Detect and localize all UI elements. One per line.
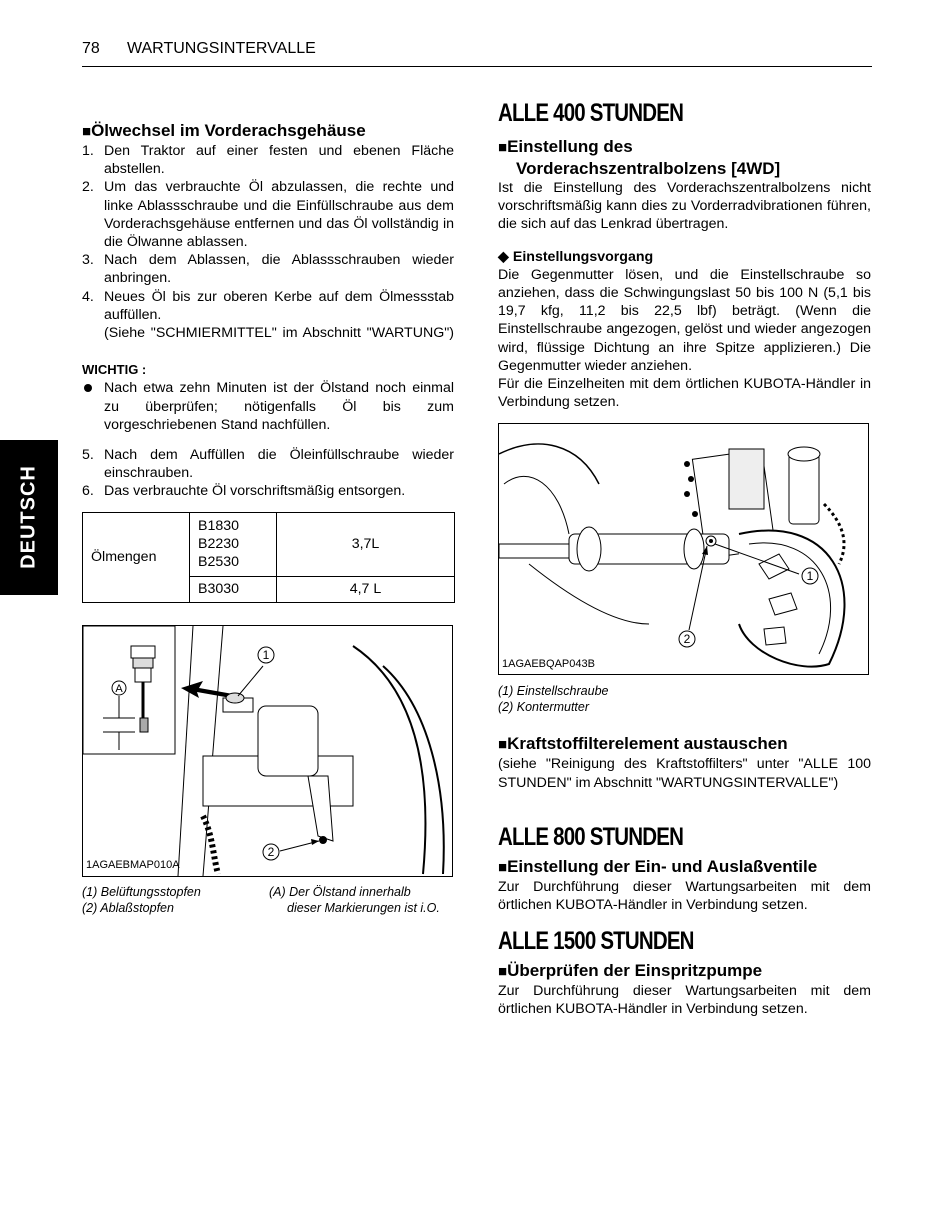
important-label: WICHTIG : bbox=[82, 362, 147, 378]
page-number: 78 bbox=[82, 40, 100, 57]
important-note: Nach etwa zehn Minuten ist der Ölstand noch einmal zu überprüfen; nötigenfalls Öl bis zum vorgeschriebenen Stand nachfüllen. bbox=[82, 379, 454, 434]
procedure-text: Die Gegenmutter lösen, und die Einstellschraube so anziehen, dass die Schwingungslast 50 bis 100 N (5,1 bis 19,7 kfg, 11,2 bis 22,5 lbf) beträgt. (Wenn die Einstellschraube angezogen, gelöst und wieder angezogen wird, flüssige Dichtung an ihre Spitze applizieren.) Die Gegenmutter wieder anziehen. bbox=[498, 266, 871, 374]
bullet-dot-icon bbox=[84, 384, 92, 392]
fuel-filter-text: (siehe "Reinigung des Kraftstoffilters" unter "ALLE 100 STUNDEN" im Abschnitt "WARTUNGSINTERVALLE") bbox=[498, 756, 871, 791]
table-cell-models: B1830 B2230 B2530 bbox=[190, 512, 277, 576]
table-row-label: Ölmengen bbox=[83, 512, 190, 602]
page-header bbox=[82, 38, 872, 67]
callout-2: 2 bbox=[683, 632, 691, 647]
figure-captions: (1) Einstellschraube (2) Kontermutter bbox=[498, 684, 609, 715]
list-item: 3. Nach dem Ablassen, die Ablassschrauben wieder anbringen. bbox=[82, 252, 454, 287]
front-axle-illustration bbox=[83, 626, 452, 876]
valves-text: Zur Durchführung dieser Wartungsarbeiten mit dem örtlichen KUBOTA-Händler in Verbindung setzen. bbox=[498, 878, 871, 914]
heading-400-hours: ALLE 400 STUNDEN bbox=[498, 99, 684, 127]
list-item: 4. Neues Öl bis zur oberen Kerbe auf dem Ölmessstab auffüllen. (Siehe "SCHMIERMITTEL" im Abschnitt "WARTUNG") bbox=[82, 288, 454, 342]
diamond-bullet-icon: ◆ bbox=[498, 248, 509, 265]
callout-1: 1 bbox=[262, 647, 270, 662]
square-bullet-icon: ■ bbox=[82, 123, 92, 140]
section-heading-injection-pump: ■Überprüfen der Einspritzpumpe bbox=[498, 961, 763, 981]
section-heading-center-pin: ■Einstellung des Vorderachszentralbolzens [4WD] bbox=[498, 137, 781, 178]
center-pin-intro: Ist die Einstellung des Vorderachszentralbolzens nicht vorschriftsmäßig kann dies zu Vorderradvibrationen führen, die sich auf das Lenkrad übertragen. bbox=[498, 180, 871, 233]
left-column bbox=[82, 120, 454, 918]
dealer-text: Für die Einzelheiten mit dem örtlichen KUBOTA-Händler in Verbindung setzen. bbox=[498, 376, 871, 411]
list-item: 6. Das verbrauchte Öl vorschriftsmäßig entsorgen. bbox=[82, 483, 406, 500]
callout-A: A bbox=[115, 682, 123, 695]
table-cell-value: 4,7 L bbox=[277, 576, 455, 602]
oil-change-steps bbox=[82, 142, 454, 342]
oil-change-steps-2 bbox=[82, 446, 454, 501]
injection-pump-text: Zur Durchführung dieser Wartungsarbeiten mit dem örtlichen KUBOTA-Händler in Verbindung setzen. bbox=[498, 983, 871, 1018]
square-bullet-icon: ■ bbox=[498, 736, 508, 754]
section-heading-fuel-filter: ■Kraftstoffilterelement austauschen bbox=[498, 734, 788, 754]
callout-2: 2 bbox=[267, 844, 275, 859]
figure-code: 1AGAEBQAP043B bbox=[502, 655, 595, 673]
table-cell-value: 3,7L bbox=[277, 512, 455, 576]
figure-center-pin bbox=[498, 423, 869, 675]
list-item: 5. Nach dem Auffüllen die Öleinfüllschraube wieder einschrauben. bbox=[82, 447, 454, 482]
list-item: 1. Den Traktor auf einer festen und ebenen Fläche abstellen. bbox=[82, 143, 454, 178]
procedure-heading: ◆ Einstellungsvorgang bbox=[498, 248, 654, 265]
section-heading-oil-change: ■Ölwechsel im Vorderachsgehäuse bbox=[82, 121, 366, 140]
oil-quantity-table bbox=[82, 512, 455, 603]
heading-800-hours: ALLE 800 STUNDEN bbox=[498, 822, 684, 851]
figure-captions: (1) Belüftungsstopfen (2) Ablaßstopfen (A) Der Ölstand innerhalb dieser Markierungen ist i.O. bbox=[82, 884, 440, 915]
square-bullet-icon: ■ bbox=[498, 139, 508, 156]
list-item: 2. Um das verbrauchte Öl abzulassen, die rechte und linke Ablassschraube und die Einfüllschraube aus dem Vorderachsgehäuse entfernen und das Öl vollständig in die Ölwanne ablassen. bbox=[82, 179, 454, 251]
figure-code: 1AGAEBMAP010A bbox=[86, 859, 180, 872]
right-column bbox=[498, 98, 871, 1019]
heading-1500-hours: ALLE 1500 STUNDEN bbox=[498, 927, 694, 956]
figure-front-axle-oil bbox=[82, 625, 453, 877]
language-tab-label: DEUTSCH bbox=[17, 465, 40, 569]
language-tab bbox=[0, 440, 58, 595]
section-heading-valves: ■Einstellung der Ein- und Auslaßventile bbox=[498, 856, 818, 876]
table-cell-model: B3030 bbox=[190, 576, 277, 602]
square-bullet-icon: ■ bbox=[498, 858, 508, 876]
page-section-title: WARTUNGSINTERVALLE bbox=[127, 40, 316, 57]
callout-1: 1 bbox=[806, 569, 814, 584]
center-pin-illustration bbox=[499, 424, 868, 674]
square-bullet-icon: ■ bbox=[498, 963, 508, 981]
